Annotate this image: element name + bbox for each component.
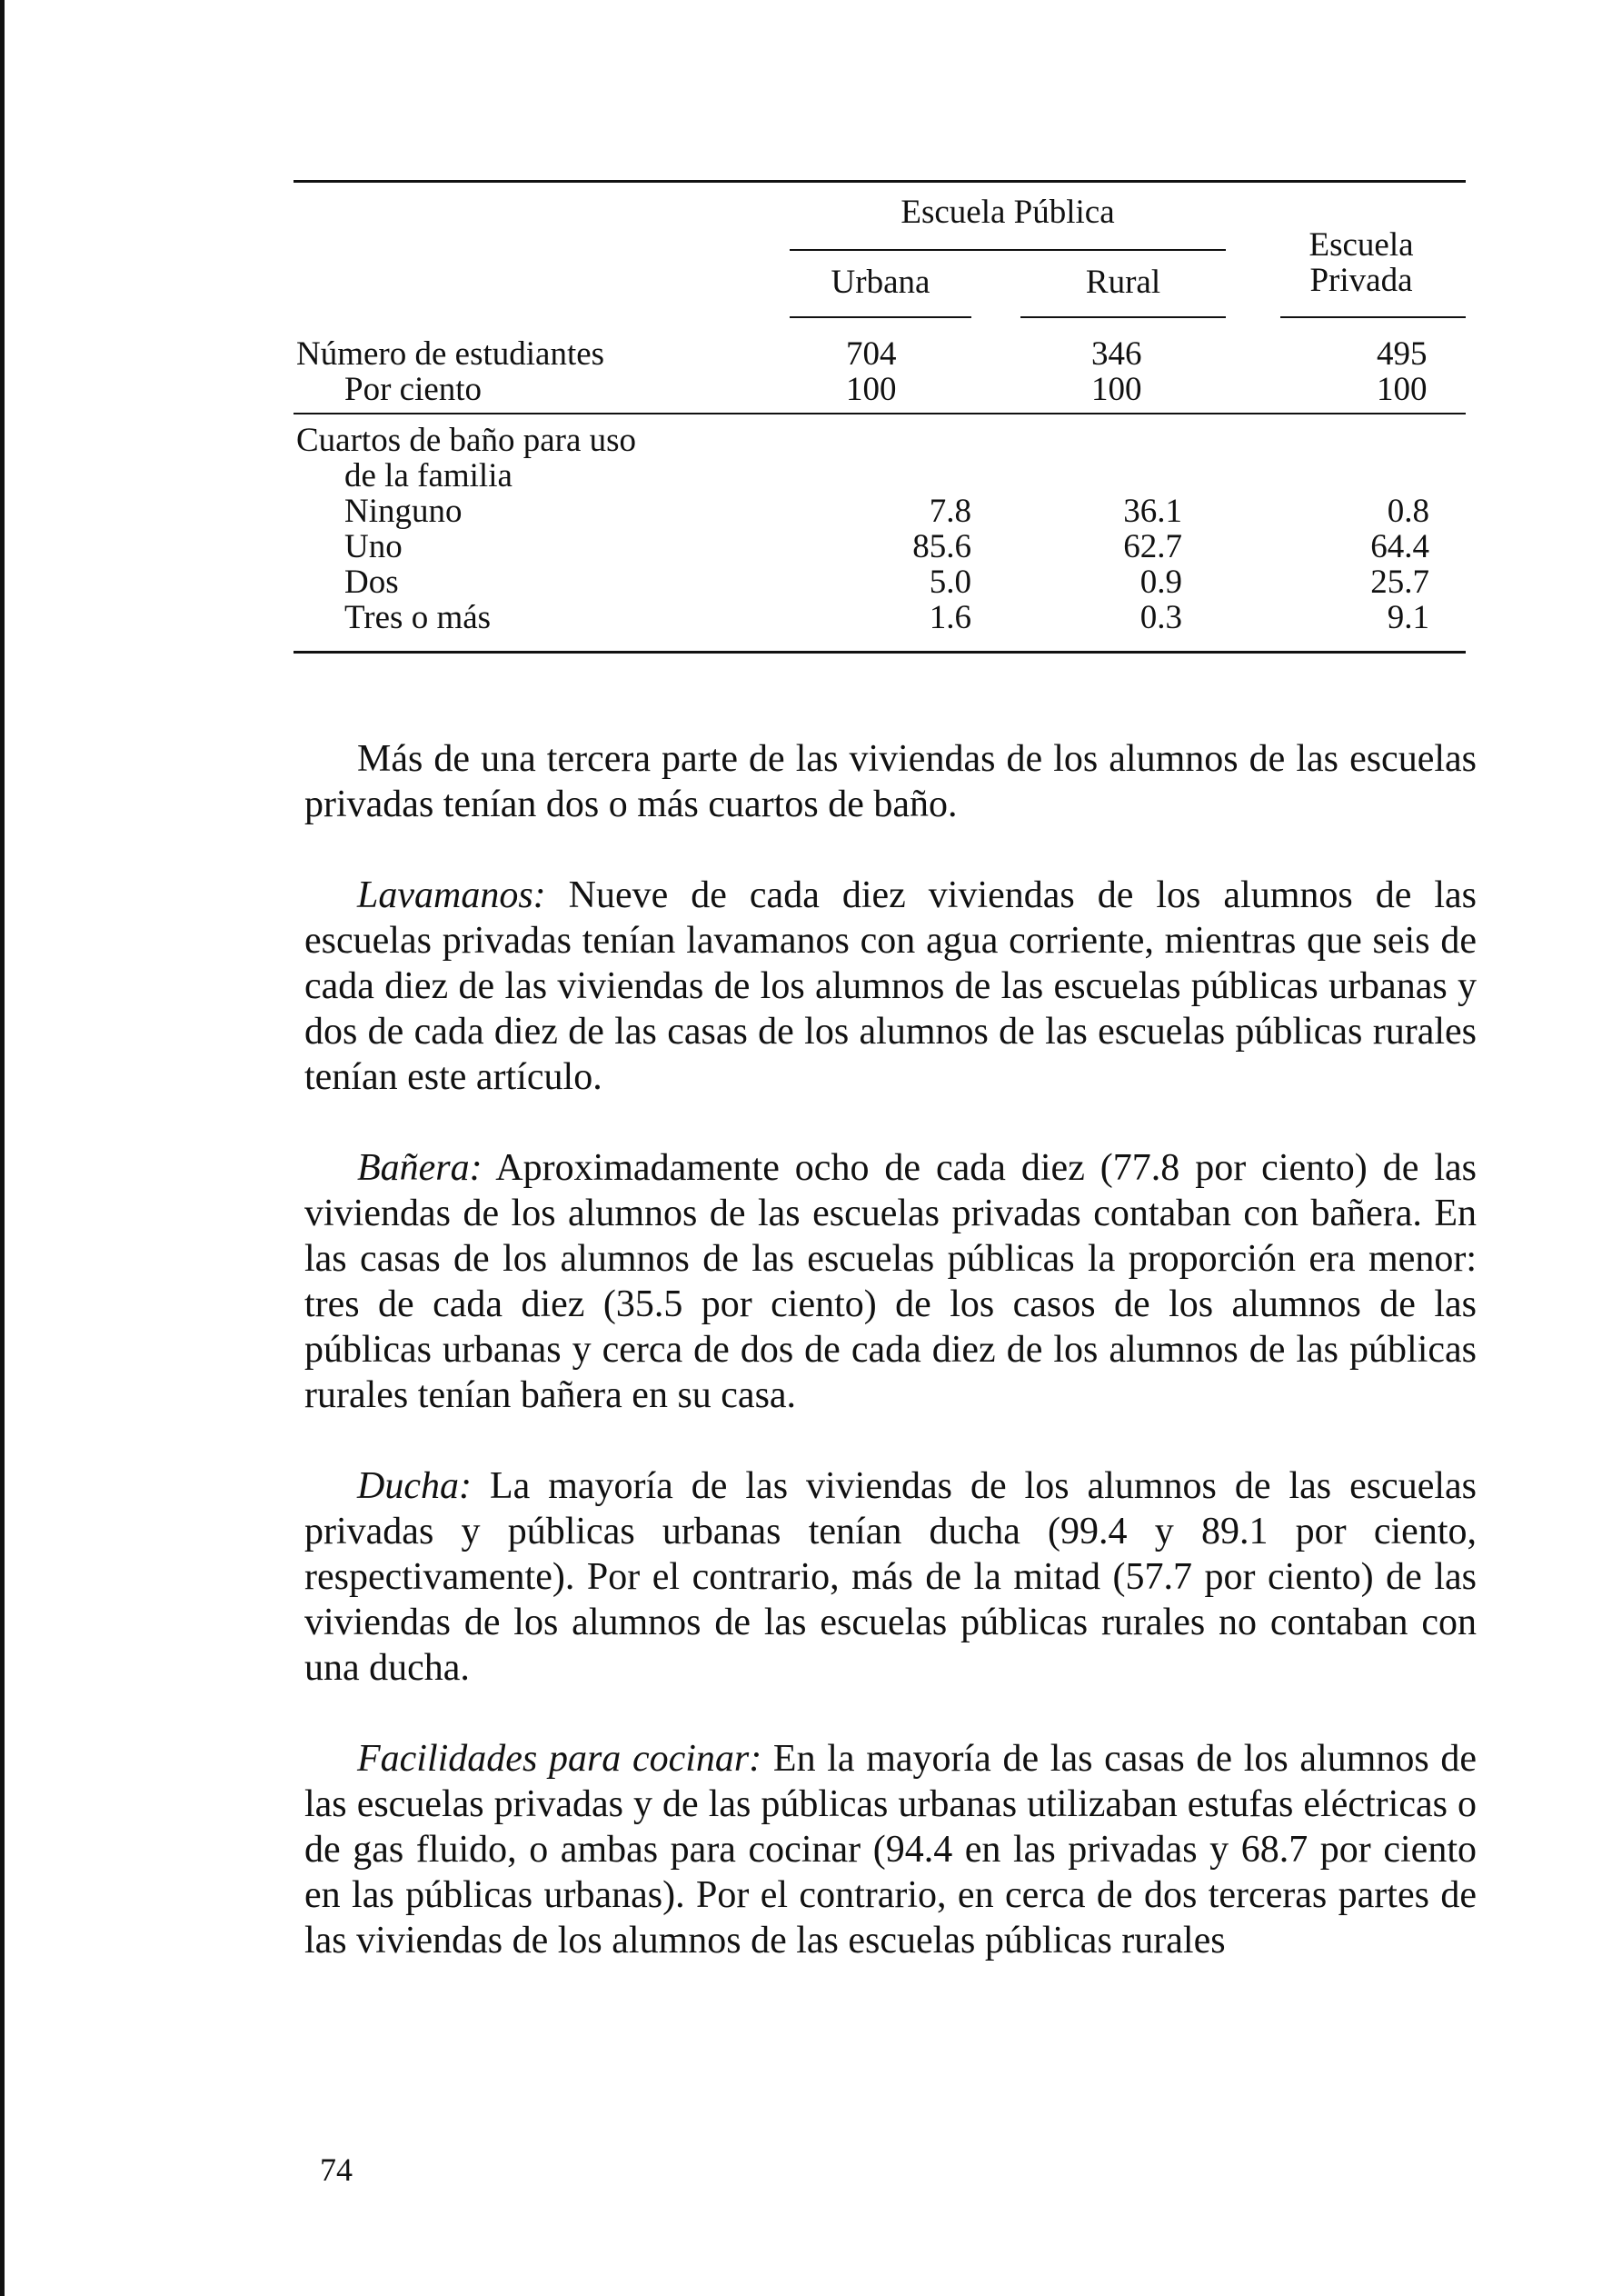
cell-rural: 62.7 <box>1123 528 1182 565</box>
row-label: Por ciento <box>344 371 483 408</box>
paragraph-text: Nueve de cada diez viviendas de los alumnos de las escuelas privadas tenían lavamanos con agua corriente, mientras que seis de cada diez de las viviendas de los alumnos de las escuelas públicas urbanas y dos de cada diez de las casas de los alumnos de las escuelas públicas rurales tenían este artículo. <box>304 874 1477 1098</box>
group-header-rule <box>790 249 1226 251</box>
table-bottom-rule <box>294 651 1466 654</box>
paragraph-lead: Facilidades para cocinar: <box>357 1738 762 1780</box>
col-header-rural: Rural <box>1085 264 1161 301</box>
body-text <box>304 736 1477 2009</box>
cell-rural: 0.9 <box>1139 564 1182 601</box>
paragraph <box>304 873 1477 1100</box>
col-rule-rural <box>1020 316 1226 318</box>
cell-urbana: 5.0 <box>929 564 971 601</box>
paragraph-lead: Bañera: <box>357 1147 483 1189</box>
page-number: 74 <box>320 2151 353 2188</box>
paragraph-text: Aproximadamente ocho de cada diez (77.8 por ciento) de las viviendas de los alumnos de las escuelas privadas contaban con bañera. En las casas de los alumnos de las escuelas públicas la proporción era menor: tres de cada diez (35.5 por ciento) de los casos de los alumnos de las públicas urbanas y cerca de dos de cada diez de los alumnos de las públicas rurales tenían bañera en su casa. <box>304 1147 1477 1416</box>
cell-privada: 25.7 <box>1370 564 1429 601</box>
paragraph-lead: Ducha: <box>357 1465 472 1507</box>
cell-urbana: 100 <box>846 371 897 408</box>
cell-rural: 0.3 <box>1139 599 1182 636</box>
cell-privada: 64.4 <box>1370 528 1429 565</box>
cell-rural: 346 <box>1091 335 1142 373</box>
col-header-urbana: Urbana <box>831 264 930 301</box>
paragraph <box>304 1463 1477 1691</box>
col-rule-urbana <box>790 316 971 318</box>
paragraph-text: En la mayoría de las casas de los alumnos de las escuelas privadas y de las públicas urbanas utilizaban estufas eléctricas o de gas fluido, o ambas para cocinar (94.4 en las privadas y 68.7 por ciento en las públicas urbanas). Por el contrario, en cerca de dos terceras partes de las viviendas de los alumnos de las escuelas públicas rurales <box>304 1738 1477 1962</box>
paragraph <box>304 736 1477 827</box>
section-label-line1: Cuartos de baño para uso <box>296 422 637 459</box>
col-header-privada-line1: Escuela <box>1308 226 1414 264</box>
paragraph-text: La mayoría de las viviendas de los alumnos de las escuelas privadas y públicas urbanas tenían ducha (99.4 y 89.1 por ciento, respectivamente). Por el contrario, más de la mitad (57.7 por ciento) de las viviendas de los alumnos de las escuelas públicas rurales no contaban con una ducha. <box>304 1465 1477 1689</box>
paragraph <box>304 1145 1477 1418</box>
row-label: Ninguno <box>344 493 463 530</box>
paragraph-text: Más de una tercera parte de las viviendas de los alumnos de las escuelas privadas tenían dos o más cuartos de baño. <box>304 738 1477 825</box>
section-label-line2: de la familia <box>344 457 512 494</box>
col-header-privada-line2: Privada <box>1309 262 1413 299</box>
paragraph-lead: Lavamanos: <box>357 874 546 916</box>
col-rule-privada <box>1280 316 1466 318</box>
cell-privada: 0.8 <box>1387 493 1429 530</box>
cell-urbana: 1.6 <box>929 599 971 636</box>
cell-privada: 9.1 <box>1387 599 1429 636</box>
row-label: Tres o más <box>344 599 492 636</box>
cell-urbana: 7.8 <box>929 493 971 530</box>
section-rule <box>294 413 1466 414</box>
cell-privada: 100 <box>1377 371 1428 408</box>
cell-urbana: 85.6 <box>912 528 971 565</box>
row-label: Uno <box>344 528 403 565</box>
row-label: Número de estudiantes <box>296 335 605 373</box>
row-label: Dos <box>344 564 399 601</box>
page-left-border <box>0 0 5 2296</box>
cell-rural: 36.1 <box>1123 493 1182 530</box>
cell-privada: 495 <box>1377 335 1428 373</box>
table-top-rule <box>294 180 1466 183</box>
group-header-escuela-publica: Escuela Pública <box>901 194 1115 231</box>
cell-urbana: 704 <box>846 335 897 373</box>
cell-rural: 100 <box>1091 371 1142 408</box>
paragraph <box>304 1736 1477 1963</box>
